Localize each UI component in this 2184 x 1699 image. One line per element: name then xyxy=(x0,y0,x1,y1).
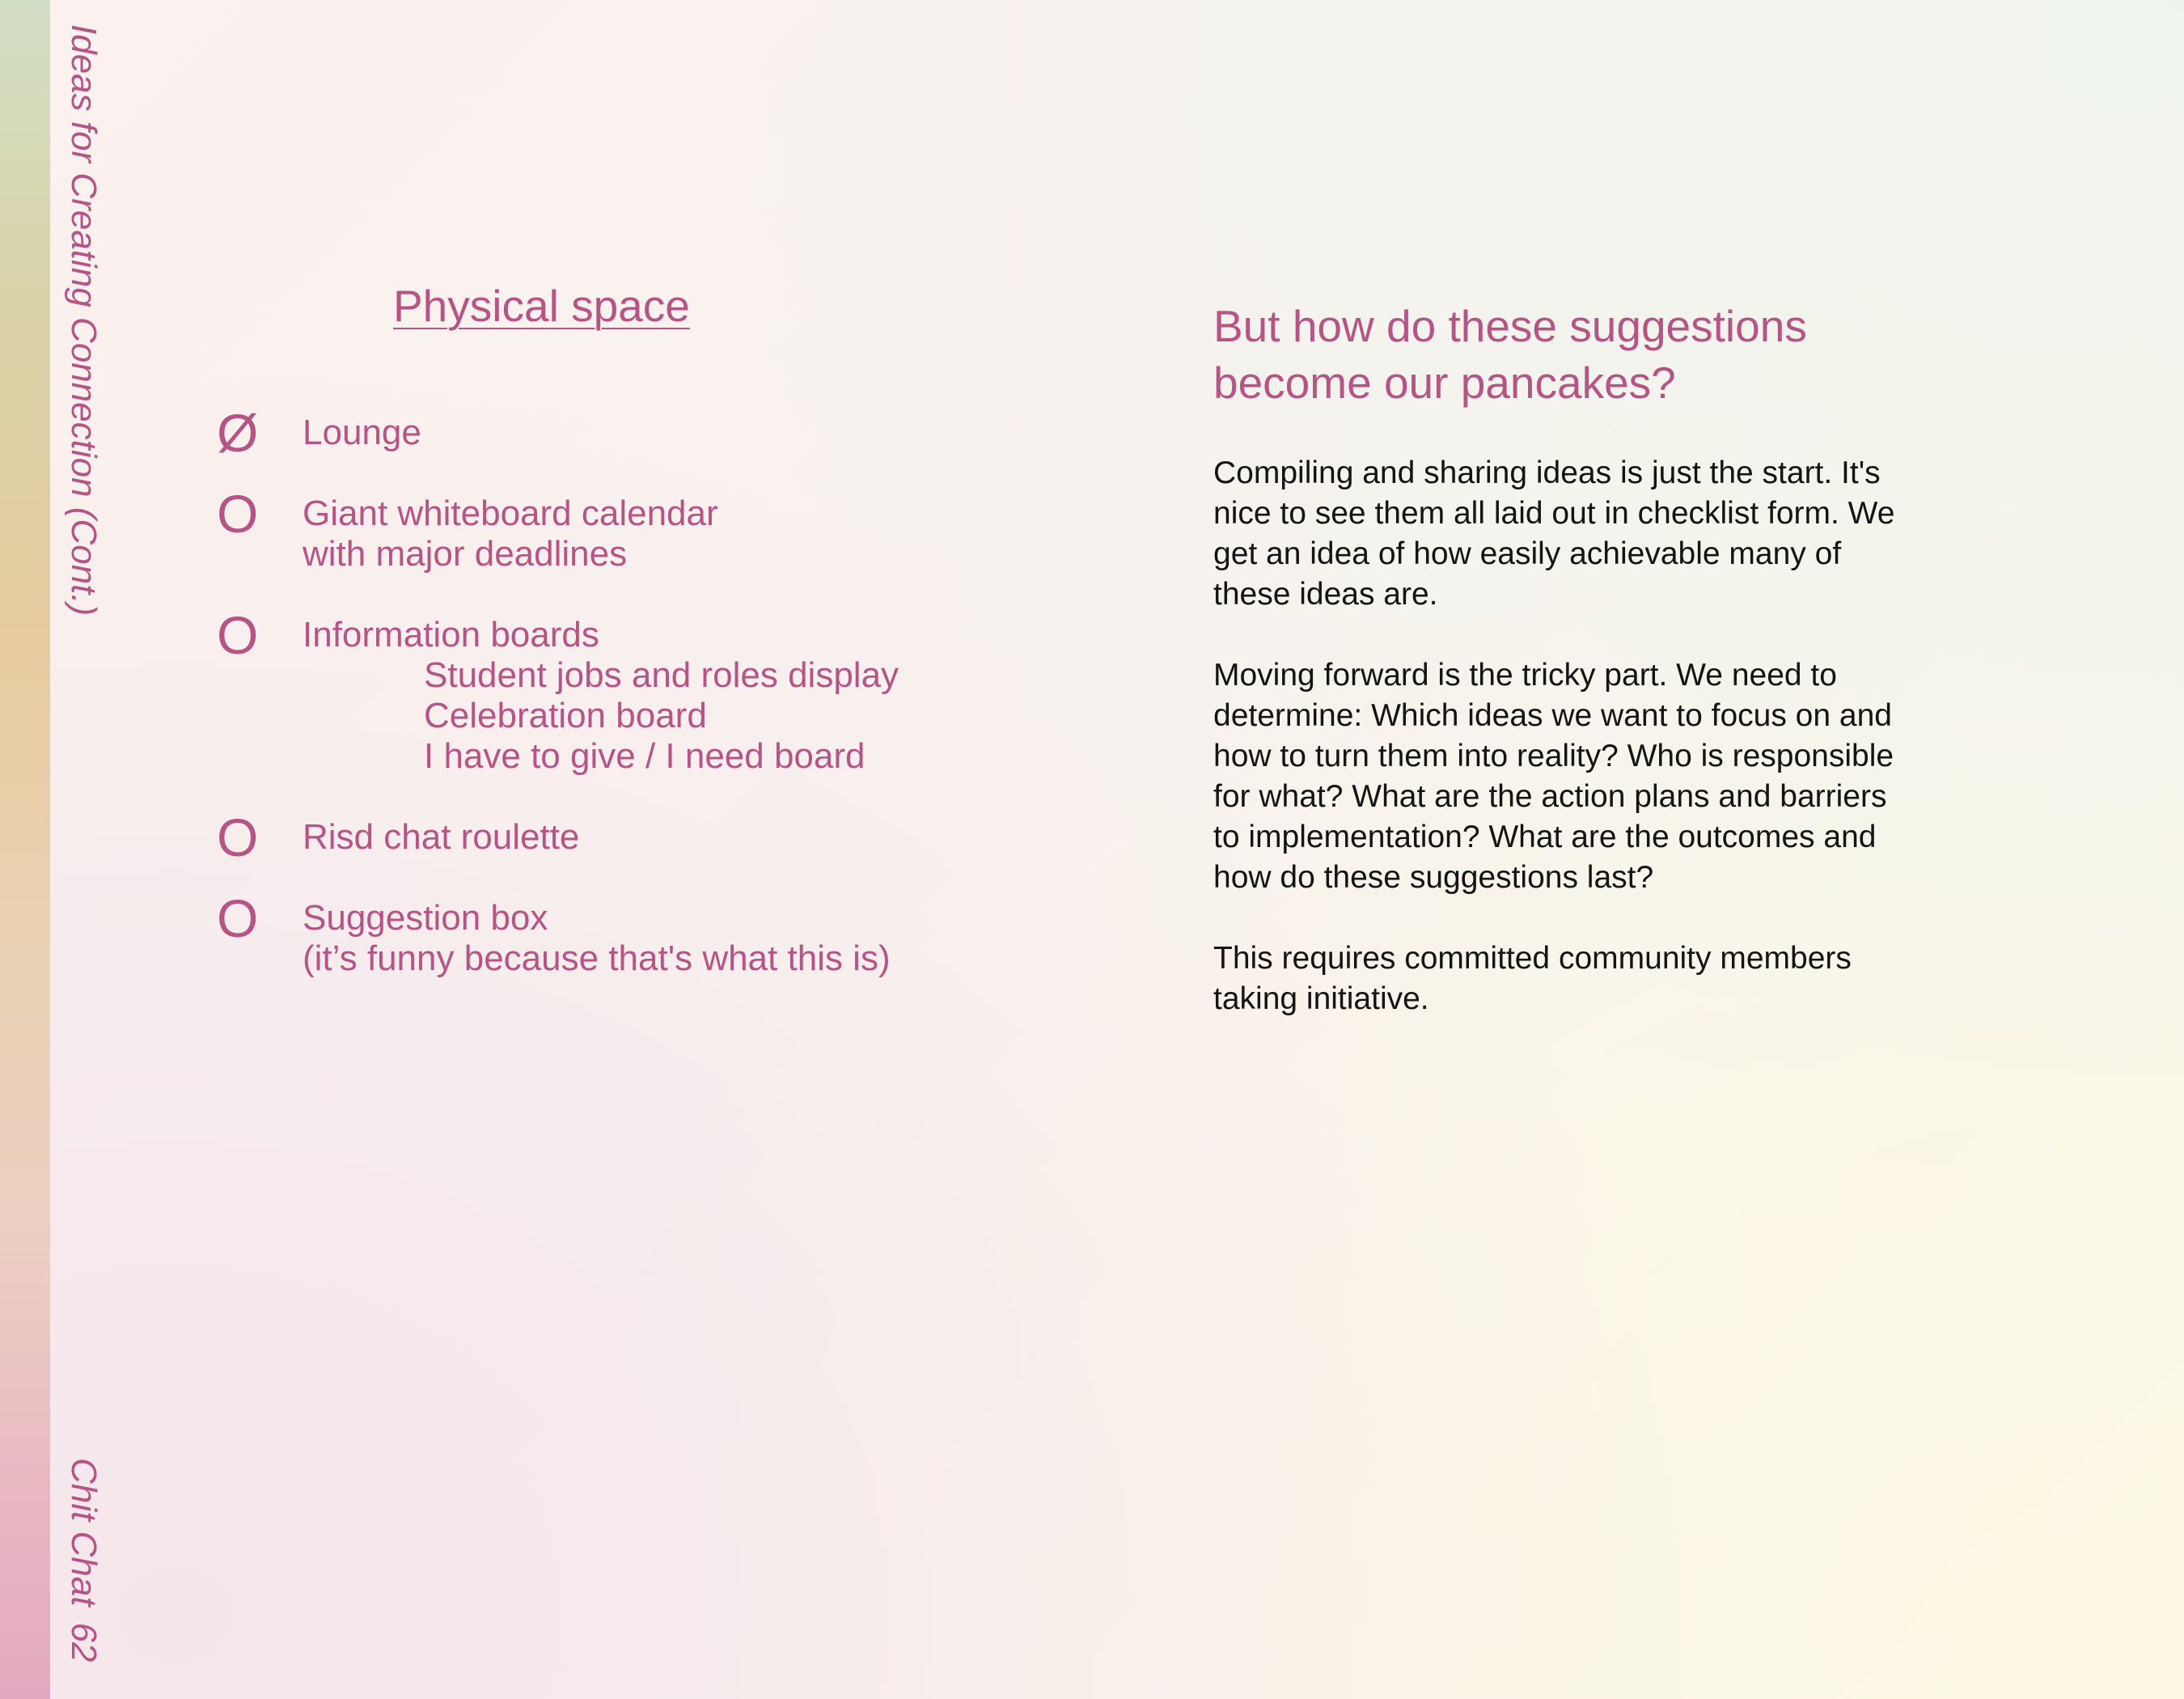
paragraph: This requires committed community members taking initiative. xyxy=(1213,941,1852,1016)
side-color-strip xyxy=(0,0,50,1699)
item-text: with major deadlines xyxy=(303,534,628,574)
page-number: 62 xyxy=(64,1622,104,1663)
page-footer xyxy=(63,1458,104,1662)
checklist-item xyxy=(217,807,580,867)
physical-space-heading: Physical space xyxy=(393,281,690,331)
paragraph: Compiling and sharing ideas is just the start. It's nice to see them all laid out in checklist form. We get an idea of how easily achievable many of these ideas are. xyxy=(1213,455,1895,612)
publication-name: Chit Chat xyxy=(64,1458,104,1607)
checklist-item xyxy=(217,403,421,463)
item-text: (it’s funny because that's what this is) xyxy=(303,938,891,978)
pancakes-heading xyxy=(1213,298,1941,411)
sub-item-text: Student jobs and roles display xyxy=(424,655,899,695)
checkbox-marker: O xyxy=(217,605,259,665)
paragraph: Moving forward is the tricky part. We need to determine: Which ideas we want to focus on and how to turn them into reality? Who is responsible for what? What are the action plans and barriers to implementation? What are the outcomes and how do these suggestions last? xyxy=(1213,658,1894,895)
checkbox-marker: Ø xyxy=(217,403,259,463)
item-text: Lounge xyxy=(303,413,421,452)
item-text: Information boards xyxy=(303,615,599,655)
body-text xyxy=(1213,453,1941,1060)
sub-item-text: I have to give / I need board xyxy=(424,736,866,776)
sub-item-text: Celebration board xyxy=(424,696,707,735)
item-text: Risd chat roulette xyxy=(303,817,580,857)
item-text: Giant whiteboard calendar xyxy=(303,494,718,533)
item-text: Suggestion box xyxy=(303,898,548,938)
checklist-item xyxy=(217,484,718,574)
checkbox-marker: O xyxy=(217,807,259,867)
checkbox-marker: O xyxy=(217,484,259,544)
checklist-item xyxy=(217,888,891,979)
section-title-label: Ideas for Creating Connection (Cont.) xyxy=(64,24,104,616)
checkbox-marker: O xyxy=(217,888,259,948)
checklist-item xyxy=(217,605,899,777)
section-title-vertical xyxy=(63,24,104,616)
heading-line: But how do these suggestions xyxy=(1213,301,1807,351)
heading-line: become our pancakes? xyxy=(1213,358,1676,408)
